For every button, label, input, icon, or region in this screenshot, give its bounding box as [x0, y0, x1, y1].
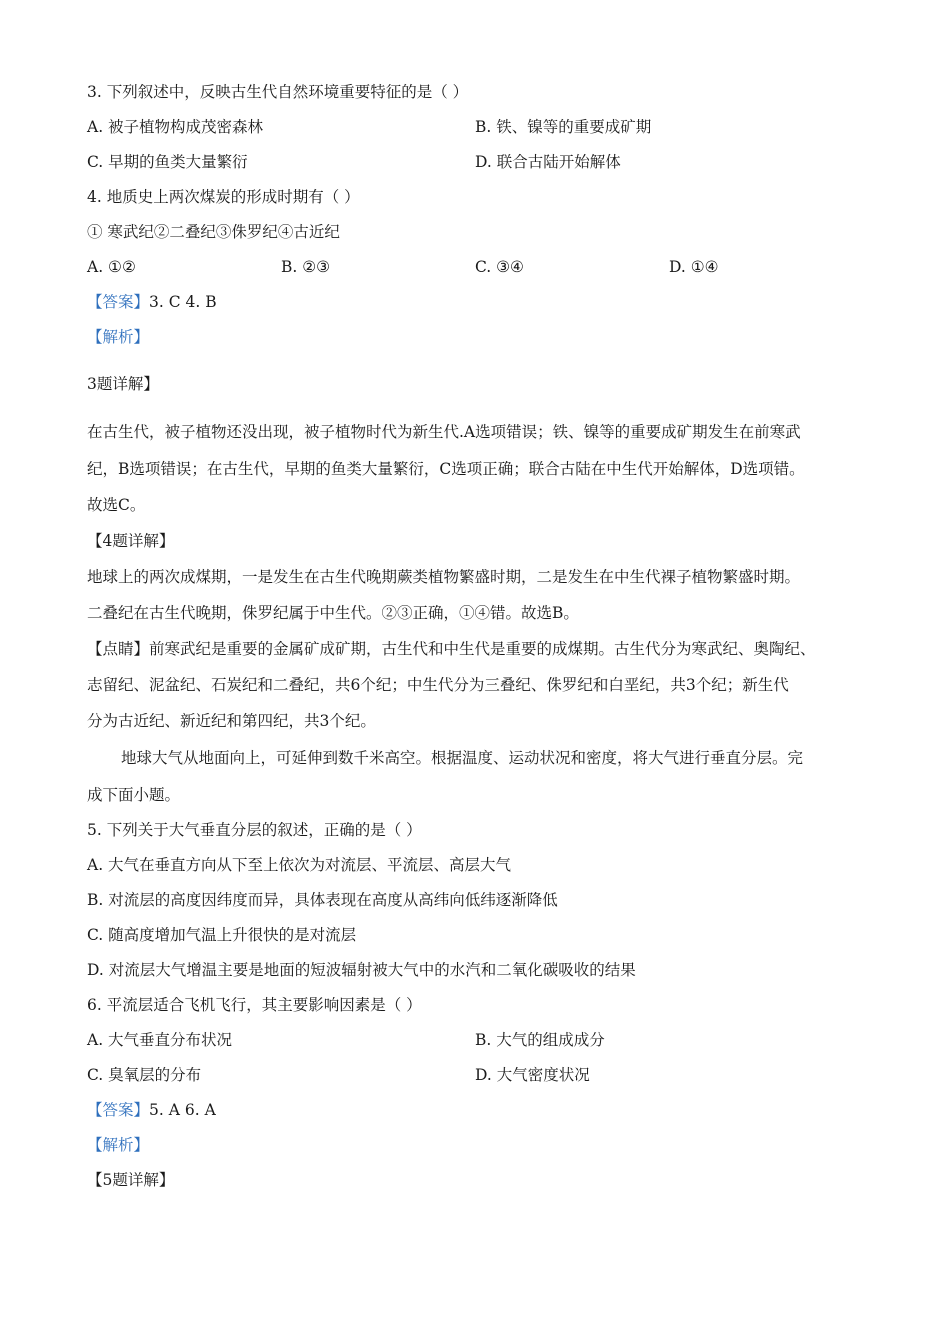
passage-line-2: 成下面小题。 — [87, 786, 181, 804]
q5-stem: 5. 下列关于大气垂直分层的叙述，正确的是（ ） — [87, 821, 422, 839]
detail4-line-1: 地球上的两次成煤期，一是发生在古生代晚期蕨类植物繁盛时期，二是发生在中生代裸子植物繁盛时期。 — [87, 568, 801, 586]
answer-text: 3. C 4. B — [149, 293, 217, 311]
q6-option-c: C. 臭氧层的分布 — [87, 1066, 202, 1084]
answer-text: 5. A 6. A — [149, 1101, 216, 1119]
q5-option-a: A. 大气在垂直方向从下至上依次为对流层、平流层、高层大气 — [87, 856, 512, 874]
tip-line-1: 【点睛】前寒武纪是重要的金属矿成矿期，古生代和中生代是重要的成煤期。古生代分为寒武纪、奥陶纪、 — [87, 640, 816, 658]
q6-stem: 6. 平流层适合飞机飞行，其主要影响因素是（ ） — [87, 996, 422, 1014]
detail3-line-2: 纪，B选项错误；在古生代，早期的鱼类大量繁衍，C选项正确；联合古陆在中生代开始解体，D选项错。 — [87, 460, 805, 478]
answer-label: 【答案】 — [87, 293, 150, 311]
q4-option-b: B. ②③ — [281, 258, 331, 276]
detail5-heading: 【5题详解】 — [87, 1171, 175, 1189]
detail4-line-2: 二叠纪在古生代晚期，侏罗纪属于中生代。②③正确，①④错。故选B。 — [87, 604, 579, 622]
analysis-label: 【解析】 — [87, 1136, 150, 1154]
analysis-label: 【解析】 — [87, 328, 150, 346]
q5-option-b: B. 对流层的高度因纬度而异，具体表现在高度从高纬向低纬逐渐降低 — [87, 891, 558, 909]
tip-line-3: 分为古近纪、新近纪和第四纪，共3个纪。 — [87, 712, 376, 730]
answer-label: 【答案】 — [87, 1101, 150, 1119]
q3-stem: 3. 下列叙述中，反映古生代自然环境重要特征的是（ ） — [87, 83, 469, 101]
tip-line-2: 志留纪、泥盆纪、石炭纪和二叠纪，共6个纪；中生代分为三叠纪、侏罗纪和白垩纪，共3个纪；新生代 — [87, 676, 789, 694]
q5-option-c: C. 随高度增加气温上升很快的是对流层 — [87, 926, 357, 944]
q3-option-a: A. 被子植物构成茂密森林 — [87, 118, 264, 136]
q4-option-c: C. ③④ — [475, 258, 524, 276]
q4-option-d: D. ①④ — [669, 258, 719, 276]
detail3-line-3: 故选C。 — [87, 496, 146, 514]
q6-option-b: B. 大气的组成成分 — [475, 1031, 605, 1049]
detail3-line-1: 在古生代，被子植物还没出现，被子植物时代为新生代.A选项错误；铁、镍等的重要成矿期发生在前寒武 — [87, 423, 801, 441]
answer-block-2 — [87, 1100, 216, 1120]
q6-option-a: A. 大气垂直分布状况 — [87, 1031, 233, 1049]
q4-stem: 4. 地质史上两次煤炭的形成时期有（ ） — [87, 188, 360, 206]
answer-block-1 — [87, 292, 217, 312]
q5-option-d: D. 对流层大气增温主要是地面的短波辐射被大气中的水汽和二氧化碳吸收的结果 — [87, 961, 636, 979]
q6-option-d: D. 大气密度状况 — [475, 1066, 590, 1084]
q3-option-b: B. 铁、镍等的重要成矿期 — [475, 118, 652, 136]
passage-line-1: 地球大气从地面向上，可延伸到数千米高空。根据温度、运动状况和密度，将大气进行垂直分层。完 — [121, 749, 804, 767]
q3-option-c: C. 早期的鱼类大量繁衍 — [87, 153, 248, 171]
detail3-heading: 3题详解】 — [87, 375, 159, 393]
q4-option-a: A. ①② — [87, 258, 136, 276]
q4-choices-line: ① 寒武纪②二叠纪③侏罗纪④古近纪 — [87, 223, 340, 241]
q3-option-d: D. 联合古陆开始解体 — [475, 153, 621, 171]
detail4-heading: 【4题详解】 — [87, 532, 175, 550]
